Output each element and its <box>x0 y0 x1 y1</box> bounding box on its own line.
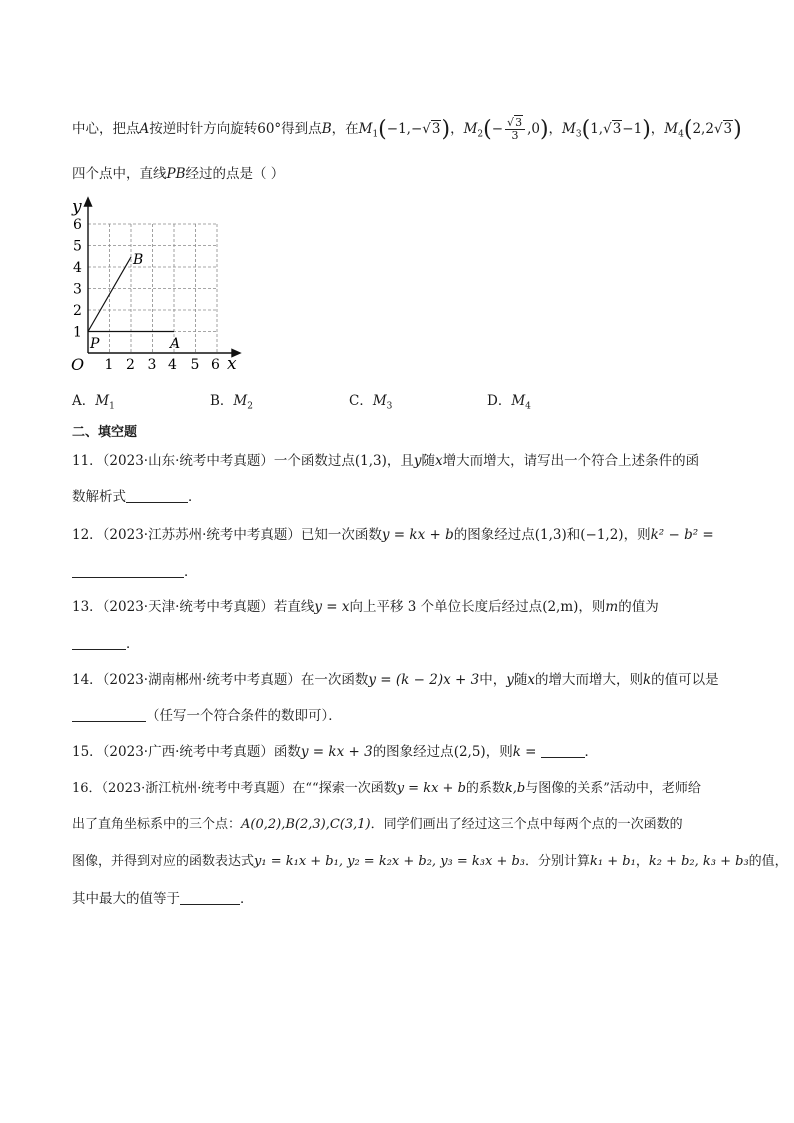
q10-text: 按逆时针方向旋转60°得到点 <box>149 121 322 137</box>
choice-letter: C． <box>349 393 373 409</box>
y-axis-label: y <box>72 197 82 217</box>
choice-sub: 1 <box>109 401 115 412</box>
q14-text: （任写一个符合条件的数即可）． <box>146 708 342 724</box>
m3-label: M <box>562 121 576 137</box>
q10-text: 四个点中，直线 <box>72 166 167 182</box>
q16-points: A(0,2),B(2,3),C(3,1) <box>241 817 371 832</box>
section-title: 二、填空题 <box>72 425 138 440</box>
choice-sub: 4 <box>525 401 531 412</box>
m4-sub: 4 <box>678 129 684 140</box>
choice-name: M <box>233 393 248 409</box>
q15-point: (2,5) <box>453 744 486 760</box>
q11-text: ． <box>188 489 202 505</box>
q10-text: ，在 <box>331 121 359 137</box>
var-y: y <box>506 672 514 688</box>
m1-coord: −1,− <box>386 121 423 137</box>
q10-line-2 <box>72 164 722 184</box>
y-tick-label: 2 <box>73 303 82 319</box>
q15-text: ． <box>584 744 598 760</box>
m3-sqrt: 3 <box>612 121 622 137</box>
q15-answer-blank[interactable] <box>541 743 585 758</box>
choice-c[interactable] <box>349 389 392 412</box>
x-tick-label: 4 <box>168 357 177 373</box>
q11-text: ，且 <box>386 453 414 469</box>
q16-text: 图像，并得到对应的函数表达式 <box>72 854 255 869</box>
q13-text: 向上平移 3 个单位长度后经过点 <box>349 599 543 615</box>
separator: ， <box>635 854 649 869</box>
q16-line-4 <box>72 889 722 909</box>
m2-label: M <box>463 121 478 137</box>
x-tick-label: 6 <box>211 357 220 373</box>
q16-text: ．分别计算 <box>525 854 591 869</box>
q15-text: ，则 <box>485 744 513 760</box>
q14-text: 的值可以是 <box>651 672 719 688</box>
var-k: k <box>642 672 652 688</box>
q16-line-3 <box>72 852 788 872</box>
q12-text: 12．（2023·江苏苏州·统考中考真题）已知一次函数 <box>72 527 382 543</box>
q12-line-1 <box>72 525 722 545</box>
separator: ， <box>650 121 665 137</box>
q14-line-2 <box>72 706 722 726</box>
q11-text: 增大而增大，请写出一个符合上述条件的函 <box>442 453 700 469</box>
point-p-label: P <box>90 336 100 352</box>
m2-fraction: $\frac{√3}{3}$ <box>505 117 525 142</box>
q14-text: 随 <box>513 672 528 688</box>
origin-label: O <box>71 355 85 374</box>
grid-lines <box>88 224 217 353</box>
q11-line-2 <box>72 487 722 507</box>
q11-text: 随 <box>421 453 436 469</box>
y-tick-label: 6 <box>73 217 82 233</box>
x-axis-label: x <box>227 354 237 374</box>
q15-line-1 <box>72 742 722 762</box>
var-x: x <box>527 672 535 688</box>
q16-func: y = kx + b <box>396 781 466 796</box>
q10-answer-bracket: 经过的点是（ ） <box>185 166 285 182</box>
m2-frac-num: 3 <box>515 116 523 129</box>
q12-line-2 <box>72 562 722 582</box>
m1-label: M <box>358 121 373 137</box>
x-tick-label: 5 <box>190 357 200 373</box>
m3-sub: 3 <box>575 129 582 140</box>
q14-func: y = (k − 2)x + 3 <box>368 672 480 688</box>
q11-line-1 <box>72 451 722 471</box>
choice-name: M <box>372 393 387 409</box>
q13-answer-blank[interactable] <box>72 635 126 650</box>
q15-k-eq: k = <box>512 744 537 760</box>
var-x: x <box>435 453 443 469</box>
y-tick-label: 5 <box>73 238 82 255</box>
y-axis-arrow <box>85 198 92 206</box>
choice-a[interactable] <box>72 389 115 412</box>
q14-text: 中， <box>479 672 507 688</box>
choice-d[interactable] <box>487 389 531 412</box>
separator: ， <box>450 121 464 137</box>
q14-answer-blank[interactable] <box>72 707 146 722</box>
q15-text: 15．（2023·广西·统考中考真题）函数 <box>72 744 301 760</box>
choice-b[interactable] <box>210 389 253 412</box>
q14-text: 14．（2023·湖南郴州·统考中考真题）在一次函数 <box>72 672 369 688</box>
choice-name: M <box>511 393 526 409</box>
y-tick-label: 4 <box>73 260 82 276</box>
q10-text: 中心，把点 <box>72 121 140 137</box>
m3-coord-tail: −1 <box>622 121 643 137</box>
choice-letter: A． <box>72 393 96 409</box>
line-pb-label: PB <box>166 166 186 182</box>
q12-text: 的图象经过点 <box>453 527 535 543</box>
q12-point-2: (−1,2) <box>580 527 624 543</box>
q12-text: ，则 <box>623 527 651 543</box>
q11-text: 数解析式 <box>72 489 126 505</box>
m1-sqrt: 3 <box>431 121 441 137</box>
m3-coord: 1, <box>590 121 604 137</box>
q13-text: 13．（2023·天津·统考中考真题）若直线 <box>72 599 315 615</box>
q13-line-1 <box>72 597 722 617</box>
q16-text: 的值， <box>748 854 788 869</box>
q13-text: ，则 <box>578 599 606 615</box>
point-a-label: A <box>139 121 150 137</box>
q11-text: 11．（2023·山东·统考中考真题）一个函数过点 <box>72 453 355 469</box>
m4-label: M <box>664 121 679 137</box>
q16-expr-1: k₁ + b₁ <box>590 854 636 869</box>
m1-sub: 1 <box>372 129 379 140</box>
q15-text: 的图象经过点 <box>372 744 454 760</box>
choice-name: M <box>95 393 110 409</box>
q13-point: (2,m) <box>542 599 579 615</box>
q12-text: 和 <box>566 527 581 543</box>
choice-letter: D． <box>487 393 512 409</box>
m4-coord: 2,2 <box>692 121 714 137</box>
q16-kb: k,b <box>504 781 526 796</box>
m2-frac-den: 3 <box>511 129 519 142</box>
point-a-label: A <box>170 336 181 352</box>
q10-line-1: 中心，把点A按逆时针方向旋转60°得到点B，在$M_1(-1,-√3)$，$M_2(-$ $\frac{√3}{3}$ ,0)，$M_3(1,√3-1)$，$M_4(2,2√3)$ <box>72 116 742 142</box>
q16-answer-blank[interactable] <box>180 890 240 905</box>
y-tick-label: 1 <box>73 324 82 341</box>
var-y: y <box>413 453 422 469</box>
q12-expr: k² − b² = <box>650 527 714 543</box>
q16-funcs: y₁ = k₁x + b₁, y₂ = k₂x + b₂, y₃ = k₃x + b₃ <box>254 854 526 869</box>
q16-text: 16．（2023·浙江杭州·统考中考真题）在“ <box>72 781 313 796</box>
choice-sub: 3 <box>386 401 393 412</box>
x-tick-label: 2 <box>126 357 135 373</box>
q12-func: y = kx + b <box>381 527 454 543</box>
q13-text: 的值为 <box>618 599 659 615</box>
point-b-label: B <box>321 121 332 137</box>
q14-line-1 <box>72 670 722 690</box>
coordinate-figure <box>62 192 242 382</box>
q16-text: ． <box>240 891 254 907</box>
var-m: m <box>605 599 619 615</box>
q16-text: 出了直角坐标系中的三个点： <box>72 817 242 832</box>
separator: ， <box>548 121 563 137</box>
q16-text: 其中最大的值等于 <box>72 891 180 907</box>
q16-line-2 <box>72 815 722 835</box>
choice-sub: 2 <box>247 401 253 412</box>
q13-line-2 <box>72 634 722 654</box>
q16-expr-2: k₂ + b₂, k₃ + b₃ <box>648 854 749 869</box>
q11-point: (1,3) <box>354 453 387 469</box>
q16-text: ．同学们画出了经过这三个点中每两个点的一次函数的 <box>370 817 683 832</box>
q11-answer-blank[interactable] <box>126 488 188 503</box>
q14-text: 的增大而增大，则 <box>534 672 643 688</box>
q16-text: 的系数 <box>465 781 505 796</box>
q12-text: ． <box>184 564 198 580</box>
q16-line-1 <box>72 779 722 799</box>
x-tick-label: 1 <box>104 357 114 373</box>
q12-point-1: (1,3) <box>534 527 567 543</box>
point-b-label: B <box>133 252 144 268</box>
choice-letter: B． <box>210 393 234 409</box>
m2-sub: 2 <box>477 129 484 140</box>
q13-text: ． <box>126 636 140 652</box>
x-tick-label: 3 <box>147 357 157 373</box>
q16-text: “探索一次函数 <box>312 781 397 796</box>
q16-text: 与图像的关系”活动中，老师给 <box>525 781 701 796</box>
m4-sqrt: 3 <box>723 121 733 137</box>
q10-choices <box>72 389 722 412</box>
q13-func: y = x <box>314 599 350 615</box>
m2-coord: ,0 <box>527 121 540 137</box>
q15-func: y = kx + 3 <box>300 744 373 760</box>
y-tick-label: 3 <box>73 281 82 298</box>
q12-answer-blank[interactable] <box>72 563 184 578</box>
